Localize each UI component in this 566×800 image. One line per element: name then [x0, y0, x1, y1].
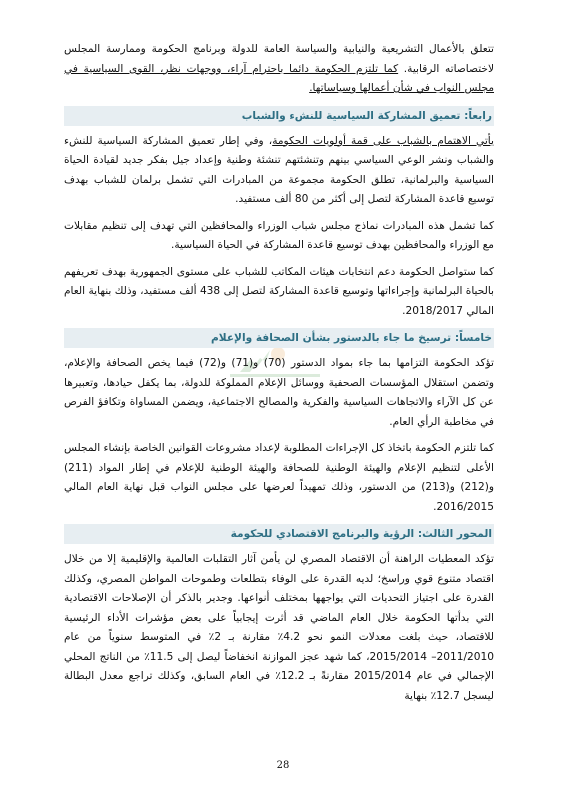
- paragraph-2-underlined: يأتي الاهتمام بالشباب على قمة أولويات الحكومة: [272, 134, 494, 147]
- paragraph-1: [64, 40, 494, 99]
- paragraph-5: تؤكد الحكومة التزامها بما جاء بمواد الدستور (70) و(71) و(72) فيما يخص الصحافة والإعلام، وتضمن استقلال المؤسسات الصحفية ووسائل الإعلام المملوكة للدولة، بما يكفل حيادها، وتعبيرها عن كل الآراء والاتجاهات السياسية والفكرية والمصالح الاجتماعية، ويضمن المساواة وتكافؤ الفرص في مخاطبة الرأي العام.: [64, 357, 495, 428]
- paragraph-3: كما تشمل هذه المبادرات نماذج مجلس شباب الوزراء والمحافظين التي تهدف إلى تنظيم مقابلات مع الوزراء والمحافظين بهدف توسيع قاعدة المشاركة في الحياة السياسية.: [64, 219, 494, 251]
- section-heading-4: رابعاً: تعميق المشاركة السياسية للنشء والشباب: [64, 106, 494, 126]
- section-heading-5: خامساً: ترسيخ ما جاء بالدستور بشأن الصحافة والإعلام: [64, 328, 494, 348]
- page-number: 28: [276, 760, 290, 771]
- paragraph-1-underlined: كما تلتزم الحكومة دائما باحترام آراء، ووجهات نظر، القوى السياسية في مجلس النواب في شأن أعمالها وسياساتها.: [64, 62, 494, 94]
- document-body: [64, 40, 494, 713]
- paragraph-4: كما ستواصل الحكومة دعم انتخابات هيئات المكاتب للشباب على مستوى الجمهورية بهدف تعريفهم بالحياة البرلمانية وإجراءاتها وتوسيع قاعدة المشاركة لتصل إلى 438 ألف مستفيد، وذلك بنهاية العام المالي 2018/2017.: [64, 265, 494, 317]
- paragraph-7: تؤكد المعطيات الراهنة أن الاقتصاد المصري لن يأمن آثار التقلبات العالمية والإقليمية إلا من خلال اقتصاد متنوع قوي وراسخ؛ لديه القدرة على الوفاء بتطلعات وطموحات المواطن المصري، وكذلك القدرة على اجتياز التحديات التي يواجهها بمختلف أنواعها. وجدير بالذكر أن الإصلاحات الاقتصادية التي بدأتها الحكومة خلال العام الماضي قد أثرت إيجابياً على بعض مؤشرات الأداء الرئيسية للاقتصاد، حيث بلغت معدلات النمو نحو 4.2٪ مقارنة بـ 2٪ في المتوسط سنوياً من عام 2011/2010– 2015/2014، كما شهد عجز الموازنة انخفاضاً ليصل إلى 11.5٪ من الناتج المحلي الإجمالي في عام 2015/2014 مقارنةً بـ 12.2٪ في العام السابق، وكذلك تراجع معدل البطالة ليسجل 12.7٪ بنهاية: [64, 553, 494, 702]
- paragraph-2-text: ، وفي إطار تعميق المشاركة السياسية للنشء والشباب ونشر الوعي السياسي بينهم وتنشئتهم تنشئة وطنية وإعداد جيل بفكر جديد لقيادة الحياة السياسية والبرلمانية، تطلق الحكومة مجموعة من المبادرات التي تشمل برلمان للشباب بهدف توسيع قاعدة المشاركة لتصل إلى أكثر من 80 ألف مستفيد.: [64, 134, 494, 205]
- paragraph-1-text: تتعلق بالأعمال التشريعية والنيابية والسياسة العامة للدولة وبرنامج الحكومة وممارسة المجلس لاختصاصاته الرقابية.: [64, 43, 494, 75]
- paragraph-6: كما تلتزم الحكومة باتخاذ كل الإجراءات المطلوبة لإعداد مشروعات القوانين الخاصة بإنشاء المجلس الأعلى لتنظيم الإعلام والهيئة الوطنية للصحافة والهيئة الوطنية للإعلام في إطار المواد (211) و(212) و(213) من الدستور، وذلك تمهيداً لعرضها على مجلس النواب قبل نهاية العام المالي 2016/2015.: [64, 442, 495, 513]
- paragraph-2: [64, 132, 494, 210]
- section-heading-axis-3: المحور الثالث: الرؤية والبرنامج الاقتصادي للحكومة: [64, 524, 494, 544]
